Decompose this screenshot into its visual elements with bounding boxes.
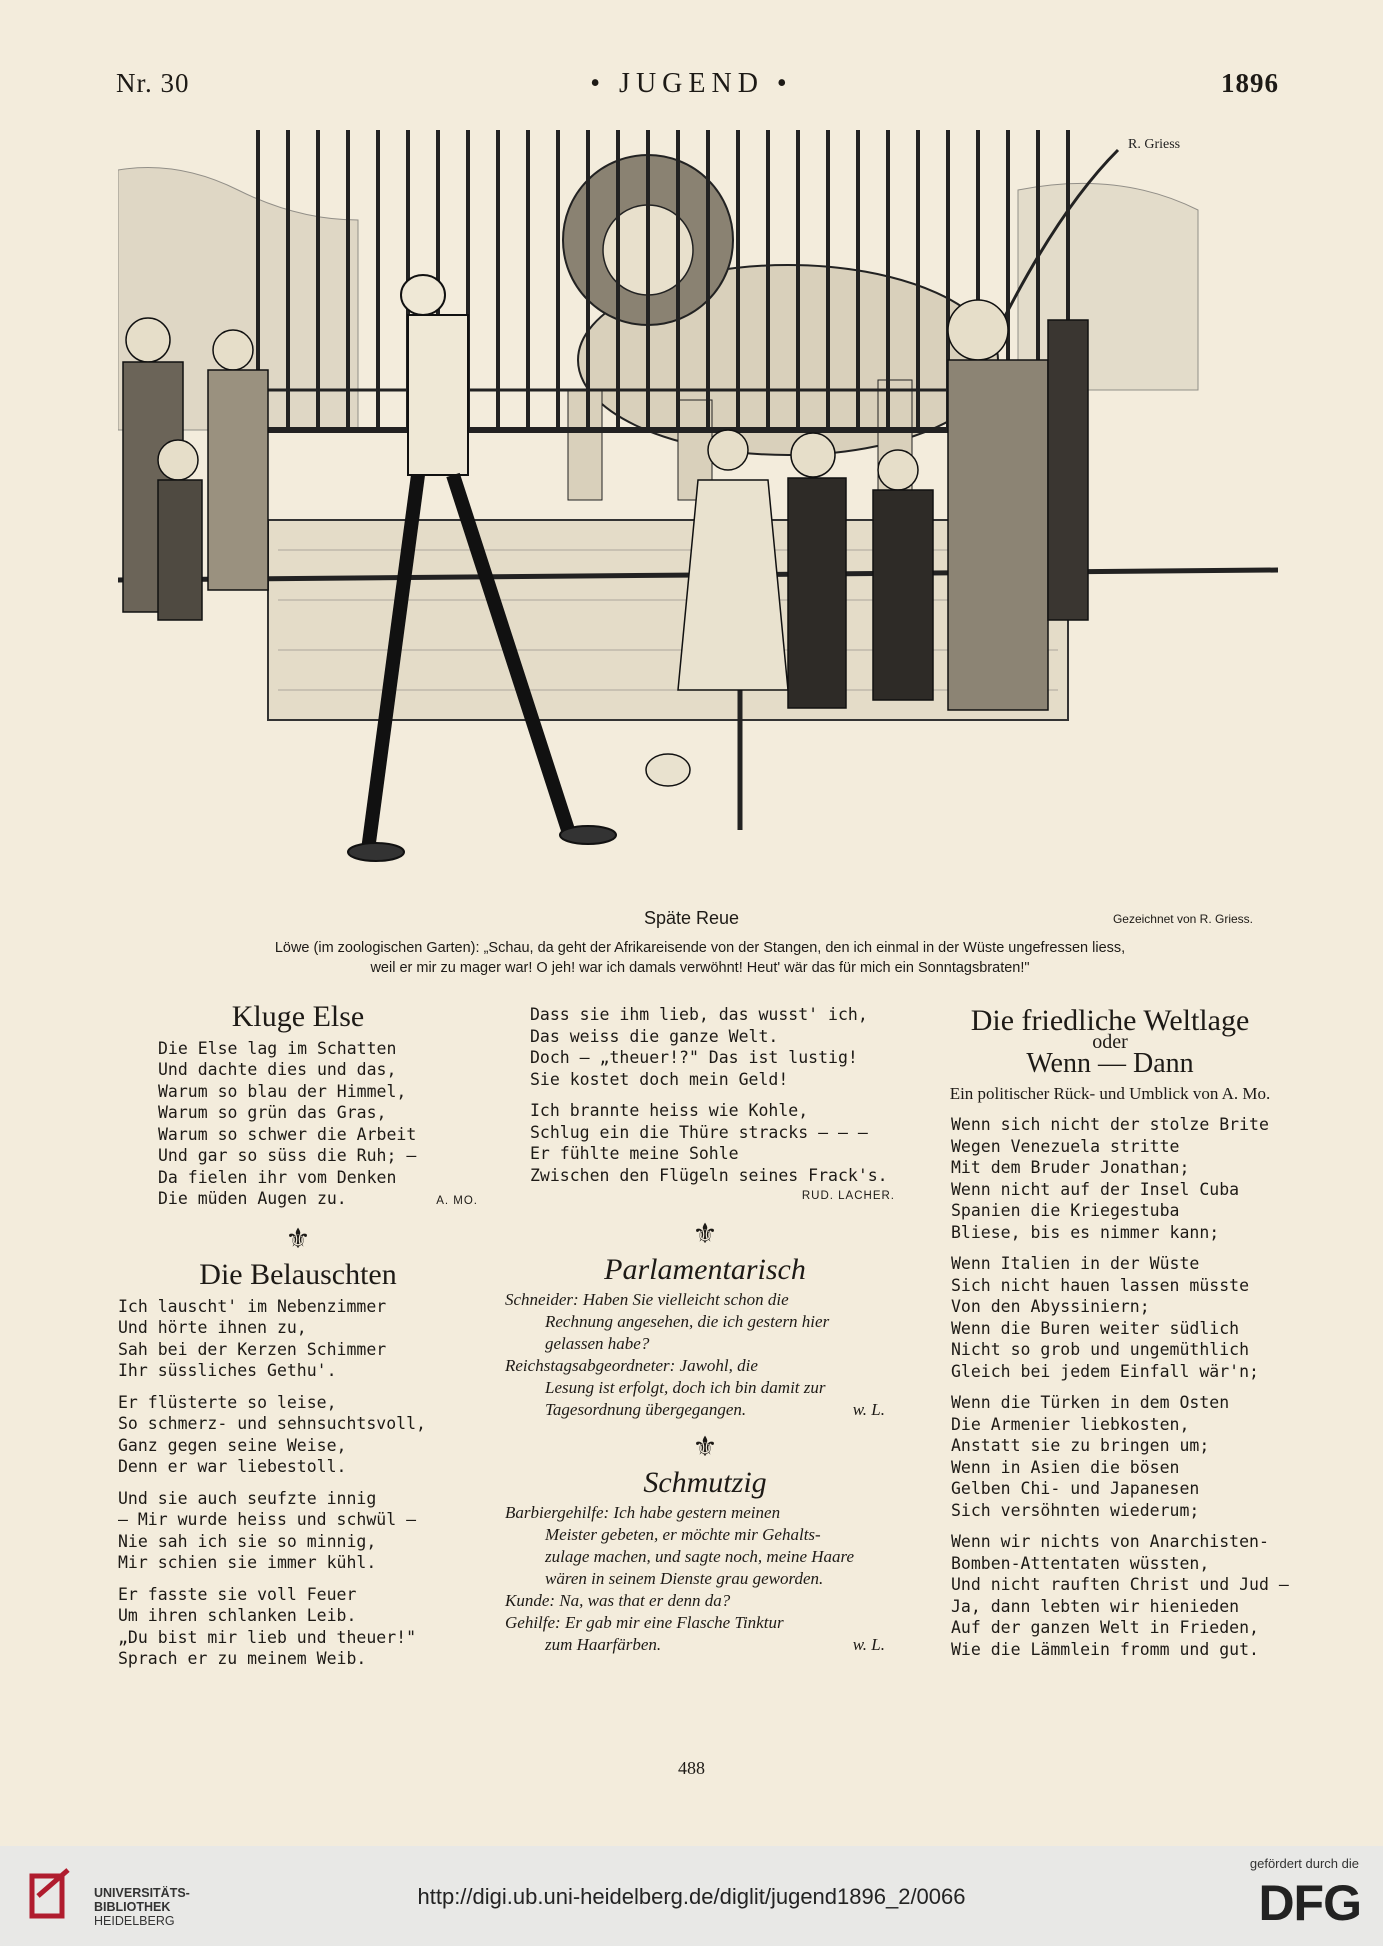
year: 1896 <box>1221 68 1279 98</box>
poem-line: Spanien die Kriegestuba <box>951 1201 1180 1220</box>
dialogue-line: Kunde: Na, was that er denn da? <box>505 1590 731 1610</box>
poem-line: Zwischen den Flügeln seines Frack's. <box>530 1165 888 1185</box>
poem-line: Nie sah ich sie so minnig, <box>118 1531 377 1551</box>
magazine-title: • JUGEND • <box>590 68 793 99</box>
poem-stanza <box>118 1488 478 1574</box>
poem-line: Ganz gegen seine Weise, <box>118 1435 347 1455</box>
poem-weltlage <box>915 1114 1305 1660</box>
dialogue-line: Schneider: Haben Sie vielleicht schon die <box>505 1289 789 1309</box>
poem-stanza <box>118 1584 478 1670</box>
poem-line: Doch — „theuer!?" Das ist lustig! <box>530 1048 858 1067</box>
institution-line: UNIVERSITÄTS- <box>94 1886 190 1900</box>
poem-line: Und dachte dies und das, <box>158 1060 397 1079</box>
artist-signature: R. Griess <box>1128 137 1181 152</box>
poem-stanza <box>505 1004 905 1090</box>
poem-line: Da fielen ihr vom Denken <box>158 1167 397 1187</box>
poem-line: Ich lauscht' im Nebenzimmer <box>118 1296 387 1316</box>
dialogue-line: Rechnung angesehen, die ich gestern hier <box>545 1311 830 1331</box>
column-left <box>118 1000 478 1680</box>
author-signature: w. L. <box>852 1634 885 1654</box>
poem-line: — Mir wurde heiss und schwül — <box>118 1510 417 1529</box>
poem-line: Er fühlte meine Sohle <box>530 1144 739 1163</box>
viewer-footer <box>0 1846 1383 1946</box>
poem-line: Wegen Venezuela stritte <box>951 1136 1180 1156</box>
dialogue-line: Gehilfe: Er gab mir eine Flasche Tinktur <box>505 1612 784 1632</box>
fleur-ornament-icon: ⚜ <box>695 1212 715 1251</box>
poem-stanza <box>505 1100 905 1208</box>
poem-stanza <box>951 1114 1305 1243</box>
poem-line: Die müden Augen zu. <box>158 1189 347 1208</box>
poem-line: Das weiss die ganze Welt. <box>530 1026 779 1046</box>
poem-line: Ich brannte heiss wie Kohle, <box>530 1101 809 1120</box>
poem-line: Wenn die Türken in dem Osten <box>951 1393 1230 1412</box>
poem-line: „Du bist mir lieb und theuer!" <box>118 1627 417 1647</box>
issue-number: Nr. 30 <box>116 68 190 98</box>
author-signature: w. L. <box>852 1399 885 1419</box>
fleur-ornament-icon: ⚜ <box>288 1217 308 1256</box>
lion-cage-illustration <box>118 130 1278 905</box>
poem-title-kluge-else: Kluge Else <box>231 1000 365 1033</box>
poem-title-belauschten: Die Belauschten <box>199 1258 397 1291</box>
piece-title-parlamentarisch: Parlamentarisch <box>604 1253 806 1286</box>
poem-line: Gleich bei jedem Einfall wär'n; <box>951 1361 1259 1381</box>
poem-line: Und sie auch seufzte innig <box>118 1488 377 1508</box>
page-number: 488 <box>678 1758 705 1778</box>
poem-line: Er flüsterte so leise, <box>118 1392 337 1412</box>
author-signature: RUD. LACHER. <box>801 1190 895 1202</box>
column-right <box>915 1004 1305 1670</box>
poem-line: Nicht so grob und ungemüthlich <box>951 1340 1250 1359</box>
illustration-credit: Gezeichnet von R. Griess. <box>1112 912 1253 926</box>
poem-stanza <box>118 1392 478 1478</box>
poem-line: Warum so grün das Gras, <box>158 1103 387 1122</box>
poem-title-oder: oder <box>1092 1030 1128 1053</box>
funded-by-label: gefördert durch die <box>1249 1856 1359 1871</box>
poem-line: Sah bei der Kerzen Schimmer <box>118 1339 387 1359</box>
poem-line: Wenn in Asien die bösen <box>951 1457 1180 1477</box>
poem-line: Gelben Chi- und Japanesen <box>951 1479 1200 1498</box>
poem-line: Mit dem Bruder Jonathan; <box>951 1158 1190 1177</box>
poem-line: Schlug ein die Thüre stracks — — — <box>530 1122 868 1142</box>
poem-line: Wenn sich nicht der stolze Brite <box>951 1115 1269 1134</box>
poem-line: Und hörte ihnen zu, <box>118 1318 307 1337</box>
poem-stanza <box>951 1253 1305 1382</box>
poem-line: Auf der ganzen Welt in Frieden, <box>951 1618 1259 1637</box>
dialogue-line: zum Haarfärben. <box>545 1634 662 1654</box>
poem-line: Sich nicht hauen lassen müsste <box>951 1275 1250 1295</box>
poem-line: Wenn Italien in der Wüste <box>951 1254 1200 1273</box>
poem-line: Von den Abyssiniern; <box>951 1297 1150 1316</box>
poem-line: Sprach er zu meinem Weib. <box>118 1649 367 1668</box>
poem-line: Mir schien sie immer kühl. <box>118 1553 377 1572</box>
poem-line: Um ihren schlanken Leib. <box>118 1606 357 1625</box>
poem-line: Die Armenier liebkosten, <box>951 1414 1190 1434</box>
poem-line: Warum so schwer die Arbeit <box>158 1124 417 1144</box>
poem-line: Bomben-Attentaten wüssten, <box>951 1553 1210 1573</box>
poem-line: Warum so blau der Himmel, <box>158 1081 407 1101</box>
dog-figure <box>646 754 690 786</box>
poem-line: So schmerz- und sehnsuchtsvoll, <box>118 1414 426 1433</box>
poem-kluge-else <box>118 1038 478 1213</box>
poem-line: Sie kostet doch mein Geld! <box>530 1069 789 1089</box>
poem-line: Und gar so süss die Ruh; — <box>158 1146 417 1165</box>
poem-line: Die Else lag im Schatten <box>158 1038 397 1058</box>
illustration-title: Späte Reue <box>643 908 740 928</box>
poem-line: Ihr süssliches Gethu'. <box>118 1361 337 1380</box>
permalink-url[interactable]: http://digi.ub.uni-heidelberg.de/diglit/jugend1896_2/0066 <box>417 1884 966 1909</box>
poem-line: Ja, dann lebten wir hienieden <box>951 1596 1240 1616</box>
dialogue-schmutzig <box>505 1502 905 1656</box>
poem-subtitle: Wenn — Dann <box>1026 1048 1194 1079</box>
dialogue-line: Reichstagsabgeordneter: Jawohl, die <box>505 1355 758 1375</box>
institution-line: HEIDELBERG <box>94 1914 175 1928</box>
institution-line: BIBLIOTHEK <box>94 1900 171 1914</box>
dialogue-line: Meister gebeten, er möchte mir Gehalts- <box>545 1524 821 1544</box>
poem-line: Bliese, bis es nimmer kann; <box>951 1222 1220 1242</box>
poem-line: Wenn nicht auf der Insel Cuba <box>951 1179 1240 1199</box>
poem-line: Und nicht rauften Christ und Jud — <box>951 1575 1289 1594</box>
dialogue-line: Barbiergehilfe: Ich habe gestern meinen <box>505 1502 781 1522</box>
illustration-caption <box>130 938 1270 978</box>
dialogue-line: zulage machen, und sagte noch, meine Haare <box>545 1546 855 1566</box>
column-middle <box>505 1004 905 1656</box>
poem-stanza <box>118 1296 478 1382</box>
dialogue-line: Tagesordnung übergegangen. <box>545 1399 747 1419</box>
poem-title-weltlage: Die friedliche Weltlage <box>970 1004 1250 1037</box>
dialogue-parlamentarisch <box>505 1289 905 1421</box>
dialogue-line: wären in seinem Dienste grau geworden. <box>545 1568 824 1588</box>
caption-line: Löwe (im zoologischen Garten): „Schau, da geht der Afrikareisende von der Stangen, den ich einmal in der Wüste ungefressen liess, <box>274 940 1126 956</box>
poem-line: Denn er war liebestoll. <box>118 1457 347 1476</box>
caption-line: weil er mir zu mager war! O jeh! war ich damals verwöhnt! Heut' wär das für mich ein Sonntagsbraten!" <box>370 960 1030 976</box>
poem-line: Sich versöhnten wiederum; <box>951 1500 1200 1520</box>
poem-line: Anstatt sie zu bringen um; <box>951 1436 1210 1455</box>
dialogue-line: gelassen habe? <box>545 1333 650 1353</box>
author-signature: A. MO. <box>436 1195 478 1207</box>
piece-title-schmutzig: Schmutzig <box>643 1466 767 1499</box>
fleur-ornament-icon: ⚜ <box>695 1425 715 1464</box>
poem-line: Dass sie ihm lieb, das wusst' ich, <box>530 1005 868 1024</box>
poem-line: Wenn die Buren weiter südlich <box>951 1318 1240 1338</box>
poem-line: Wenn wir nichts von Anarchisten- <box>951 1532 1269 1551</box>
poem-line: Wie die Lämmlein fromm und gut. <box>951 1639 1259 1659</box>
poem-byline: Ein politischer Rück- und Umblick von A. Mo. <box>949 1083 1271 1103</box>
dfg-logo[interactable]: DFG <box>1258 1875 1361 1931</box>
poem-stanza <box>951 1531 1305 1660</box>
poem-line: Er fasste sie voll Feuer <box>118 1584 357 1604</box>
poem-stanza <box>951 1392 1305 1521</box>
dialogue-line: Lesung ist erfolgt, doch ich bin damit zur <box>545 1377 826 1397</box>
